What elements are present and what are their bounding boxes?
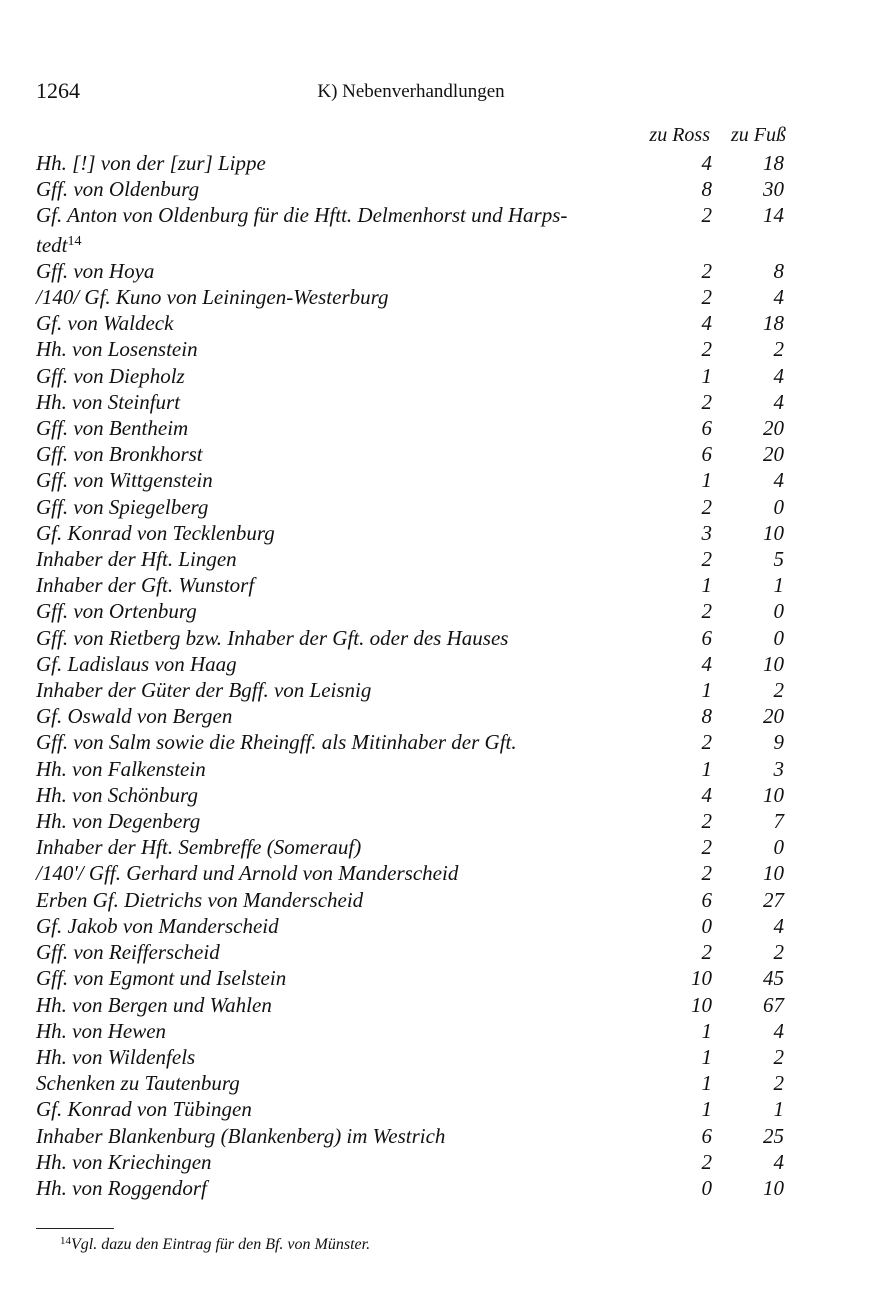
row-fuss-value: 2 [773, 1044, 784, 1069]
table-row [36, 1044, 786, 1070]
row-name: Inhaber der Hft. Lingen [36, 547, 237, 572]
row-fuss-value: 10 [763, 861, 784, 886]
row-name: Gff. von Egmont und Iselstein [36, 966, 287, 991]
row-name: Gf. Konrad von Tübingen [36, 1097, 252, 1122]
table-row [36, 677, 786, 703]
row-name: Gf. Anton von Oldenburg für die Hftt. Delmenhorst und Harps- tedt$^{14}$ [36, 203, 568, 257]
row-name: Gff. von Wittgenstein [36, 468, 213, 493]
row-name: Gff. von Bentheim [36, 416, 189, 441]
row-name: Gff. von Hoya [36, 258, 155, 283]
table-row [36, 467, 786, 493]
table-row [36, 310, 786, 336]
row-name: Hh. [!] von der [zur] Lippe [36, 151, 266, 175]
row-fuss-value: 10 [763, 520, 784, 545]
row-name: Hh. von Falkenstein [36, 756, 206, 781]
row-fuss-value: 7 [773, 809, 784, 834]
row-name: Inhaber der Hft. Sembreffe (Somerauf) [36, 835, 362, 860]
footnote-number: 14 [60, 1235, 71, 1247]
table-row [36, 336, 786, 362]
row-ross-value: 2 [701, 599, 712, 624]
table-row [36, 1149, 786, 1175]
footnote-text: Vgl. dazu den Eintrag für den Bf. von Münster. [71, 1236, 371, 1253]
table-row [36, 834, 786, 860]
row-name: Hh. von Schönburg [36, 782, 198, 807]
row-name: Gff. von Spiegelberg [36, 494, 209, 519]
table-row [36, 441, 786, 467]
running-title: K) Nebenverhandlungen [317, 81, 505, 102]
row-name: Gf. Jakob von Manderscheid [36, 913, 279, 938]
row-fuss-value: 20 [763, 442, 784, 467]
table-row [36, 1018, 786, 1044]
row-ross-value: 2 [701, 1149, 712, 1174]
row-fuss-value: 8 [773, 258, 784, 283]
table-row [36, 651, 786, 677]
row-fuss-value: 1 [773, 573, 784, 598]
row-name: Gff. von Oldenburg [36, 177, 200, 202]
row-name: Schenken zu Tautenburg [36, 1071, 240, 1096]
row-ross-value: 6 [701, 442, 712, 467]
row-name: Hh. von Degenberg [36, 809, 201, 834]
table-row [36, 415, 786, 441]
column-headers [640, 124, 788, 147]
row-fuss-value: 4 [773, 1149, 784, 1174]
row-fuss-value: 1 [773, 1097, 784, 1122]
row-fuss-value: 30 [763, 177, 784, 202]
row-name: Gff. von Reifferscheid [36, 940, 220, 965]
table-row [36, 363, 786, 389]
row-fuss-value: 2 [773, 1071, 784, 1096]
table-row [36, 808, 786, 834]
row-fuss-value: 4 [773, 363, 784, 388]
row-fuss-value: 9 [773, 730, 784, 755]
row-name: Inhaber der Gft. Wunstorf [36, 573, 255, 598]
row-name: Hh. von Bergen und Wahlen [36, 992, 272, 1017]
row-ross-value: 6 [701, 1123, 712, 1148]
table-row [36, 625, 786, 651]
table-row [36, 1096, 786, 1122]
row-name: Gf. Oswald von Bergen [36, 704, 233, 729]
row-name: Hh. von Kriechingen [36, 1149, 212, 1174]
row-fuss-value: 2 [773, 337, 784, 362]
table-row [36, 258, 786, 284]
table-row [36, 992, 786, 1018]
row-fuss-value: 4 [773, 468, 784, 493]
contingent-table [36, 150, 786, 1201]
table-row [36, 913, 786, 939]
row-fuss-value: 10 [763, 782, 784, 807]
table-row [36, 1070, 786, 1096]
row-ross-value: 1 [701, 1071, 712, 1096]
column-header-fuss: zu Fuß [731, 124, 786, 146]
row-fuss-value: 0 [773, 494, 784, 519]
row-ross-value: 10 [691, 966, 712, 991]
row-ross-value: 2 [701, 809, 712, 834]
row-fuss-value: 0 [773, 625, 784, 650]
row-name: Hh. von Wildenfels [36, 1044, 196, 1069]
table-row [36, 389, 786, 415]
row-name: Gf. Konrad von Tecklenburg [36, 520, 275, 545]
row-ross-value: 2 [701, 285, 712, 310]
row-fuss-value: 4 [773, 389, 784, 414]
row-fuss-value: 2 [773, 678, 784, 703]
row-fuss-value: 10 [763, 1175, 784, 1200]
row-name: Gff. von Bronkhorst [36, 442, 203, 467]
row-fuss-value: 4 [773, 285, 784, 310]
row-fuss-value: 45 [763, 966, 784, 991]
row-name: Gff. von Rietberg bzw. Inhaber der Gft. oder des Hauses [36, 625, 509, 650]
row-ross-value: 8 [701, 177, 712, 202]
column-header-ross: zu Ross [649, 124, 710, 146]
row-fuss-value: 3 [773, 756, 784, 781]
row-ross-value: 1 [701, 1044, 712, 1069]
row-name: Gf. von Waldeck [36, 311, 174, 336]
row-ross-value: 2 [701, 389, 712, 414]
row-fuss-value: 4 [773, 1018, 784, 1043]
row-fuss-value: 0 [773, 599, 784, 624]
table-row [36, 150, 786, 176]
row-name: /140'/ Gff. Gerhard und Arnold von Manderscheid [36, 861, 459, 886]
row-fuss-value: 20 [763, 416, 784, 441]
row-fuss-value: 2 [773, 940, 784, 965]
row-name: Gff. von Salm sowie die Rheingff. als Mitinhaber der Gft. [36, 730, 517, 755]
row-ross-value: 1 [701, 756, 712, 781]
row-ross-value: 2 [701, 861, 712, 886]
row-fuss-value: 4 [773, 913, 784, 938]
row-ross-value: 2 [701, 203, 712, 228]
row-ross-value: 2 [701, 730, 712, 755]
row-fuss-value: 25 [763, 1123, 784, 1148]
row-ross-value: 2 [701, 337, 712, 362]
table-row [36, 176, 786, 202]
footnote-rule [36, 1228, 114, 1229]
table-row [36, 598, 786, 624]
row-ross-value: 4 [701, 782, 712, 807]
row-ross-value: 1 [701, 1097, 712, 1122]
row-ross-value: 1 [701, 573, 712, 598]
row-name: Hh. von Hewen [36, 1018, 167, 1043]
row-ross-value: 4 [701, 651, 712, 676]
row-ross-value: 1 [701, 363, 712, 388]
row-ross-value: 6 [701, 625, 712, 650]
row-ross-value: 4 [701, 151, 712, 175]
table-row [36, 520, 786, 546]
row-ross-value: 1 [701, 678, 712, 703]
row-fuss-value: 0 [773, 835, 784, 860]
page-number: 1264 [36, 78, 80, 103]
table-row [36, 1123, 786, 1149]
row-ross-value: 2 [701, 547, 712, 572]
row-name: Hh. von Losenstein [36, 337, 198, 362]
row-name: Gff. von Diepholz [36, 363, 185, 388]
row-ross-value: 0 [701, 913, 712, 938]
row-ross-value: 1 [701, 1018, 712, 1043]
row-fuss-value: 18 [763, 311, 784, 336]
table-row [36, 965, 786, 991]
row-ross-value: 3 [701, 520, 712, 545]
table-row [36, 572, 786, 598]
row-ross-value: 6 [701, 416, 712, 441]
row-name: Gff. von Ortenburg [36, 599, 197, 624]
table-row [36, 860, 786, 886]
table-row [36, 729, 786, 755]
row-ross-value: 6 [701, 887, 712, 912]
row-fuss-value: 27 [763, 887, 784, 912]
table-row [36, 782, 786, 808]
row-fuss-value: 5 [773, 547, 784, 572]
table-row [36, 284, 786, 310]
footnote [60, 1235, 370, 1254]
row-ross-value: 2 [701, 940, 712, 965]
row-ross-value: 8 [701, 704, 712, 729]
row-name: Inhaber der Güter der Bgff. von Leisnig [36, 678, 372, 703]
row-name: /140/ Gf. Kuno von Leiningen-Westerburg [36, 285, 389, 310]
table-row [36, 887, 786, 913]
table-row [36, 756, 786, 782]
table-row [36, 494, 786, 520]
row-name: Erben Gf. Dietrichs von Manderscheid [36, 887, 364, 912]
footnote-ref: 14 [67, 233, 82, 249]
row-ross-value: 0 [701, 1175, 712, 1200]
row-fuss-value: 20 [763, 704, 784, 729]
row-name: Inhaber Blankenburg (Blankenberg) im Westrich [36, 1123, 446, 1148]
table-row [36, 202, 786, 257]
row-fuss-value: 10 [763, 651, 784, 676]
table-row [36, 1175, 786, 1201]
table-row [36, 703, 786, 729]
row-name: Hh. von Roggendorf [36, 1175, 207, 1200]
row-fuss-value: 67 [763, 992, 784, 1017]
row-name: Hh. von Steinfurt [36, 389, 181, 414]
row-ross-value: 2 [701, 258, 712, 283]
row-ross-value: 1 [701, 468, 712, 493]
row-ross-value: 10 [691, 992, 712, 1017]
table-row [36, 546, 786, 572]
row-fuss-value: 14 [763, 203, 784, 228]
row-ross-value: 2 [701, 494, 712, 519]
row-ross-value: 2 [701, 835, 712, 860]
table-row [36, 939, 786, 965]
row-fuss-value: 18 [763, 151, 784, 175]
row-name: Gf. Ladislaus von Haag [36, 651, 237, 676]
row-ross-value: 4 [701, 311, 712, 336]
